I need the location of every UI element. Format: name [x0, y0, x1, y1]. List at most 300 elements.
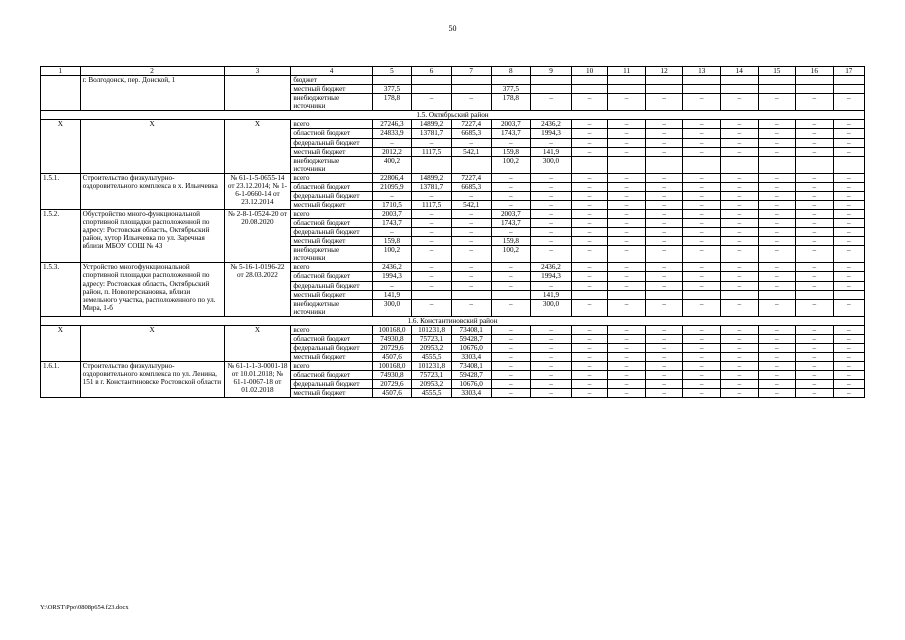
amount-cell: –: [491, 200, 531, 209]
amount-cell: –: [645, 138, 683, 147]
item-name: г. Волгодонск, пер. Донской, 1: [80, 76, 224, 111]
funding-source: областной бюджет: [291, 334, 372, 343]
column-number: 1: [41, 67, 81, 76]
amount-cell: –: [645, 281, 683, 290]
amount-cell: –: [796, 343, 834, 352]
amount-cell: 7227,4: [451, 120, 491, 129]
amount-cell: [645, 85, 683, 94]
amount-cell: –: [645, 129, 683, 138]
amount-cell: –: [758, 343, 796, 352]
amount-cell: 400,2: [372, 156, 412, 173]
amount-cell: –: [571, 228, 608, 237]
amount-cell: 20729,6: [372, 380, 412, 389]
amount-cell: –: [451, 237, 491, 246]
amount-cell: –: [833, 129, 864, 138]
amount-cell: [833, 76, 864, 85]
amount-cell: [683, 76, 721, 85]
amount-cell: 13781,7: [412, 129, 452, 138]
amount-cell: –: [571, 325, 608, 334]
amount-cell: –: [608, 353, 646, 362]
funding-source: областной бюджет: [291, 182, 372, 191]
column-number: 12: [645, 67, 683, 76]
amount-cell: [683, 156, 721, 173]
section-title: 1.6. Константиновский район: [41, 316, 865, 325]
funding-source: федеральный бюджет: [291, 343, 372, 352]
amount-cell: 4555,5: [412, 353, 452, 362]
amount-cell: –: [645, 343, 683, 352]
amount-cell: –: [796, 173, 834, 182]
amount-cell: –: [796, 334, 834, 343]
amount-cell: 13781,7: [412, 182, 452, 191]
amount-cell: –: [531, 325, 572, 334]
amount-cell: –: [683, 371, 721, 380]
amount-cell: –: [796, 120, 834, 129]
amount-cell: 141,9: [531, 147, 572, 156]
item-document: № 61-1-5-0655-14 от 23.12.2014; № 1-6-1-0660-14 от 23.12.2014: [224, 173, 291, 209]
amount-cell: 141,9: [531, 290, 572, 299]
amount-cell: [758, 156, 796, 173]
column-number: 9: [531, 67, 572, 76]
table-body: [41, 67, 865, 398]
amount-cell: –: [758, 380, 796, 389]
amount-cell: –: [796, 281, 834, 290]
amount-cell: 6685,3: [451, 129, 491, 138]
amount-cell: –: [833, 147, 864, 156]
amount-cell: –: [683, 263, 721, 272]
amount-cell: –: [833, 182, 864, 191]
amount-cell: –: [796, 371, 834, 380]
item-name: Х: [80, 120, 224, 173]
amount-cell: –: [571, 389, 608, 398]
amount-cell: –: [645, 182, 683, 191]
amount-cell: –: [645, 237, 683, 246]
funding-source: областной бюджет: [291, 219, 372, 228]
amount-cell: 101231,8: [412, 325, 452, 334]
amount-cell: 3303,4: [451, 389, 491, 398]
section-header-row: [41, 111, 865, 120]
amount-cell: –: [491, 138, 531, 147]
amount-cell: –: [571, 200, 608, 209]
amount-cell: –: [833, 94, 864, 111]
amount-cell: 100,2: [372, 246, 412, 263]
amount-cell: –: [796, 362, 834, 371]
amount-cell: 159,8: [491, 147, 531, 156]
amount-cell: –: [531, 173, 572, 182]
amount-cell: 27246,3: [372, 120, 412, 129]
amount-cell: –: [412, 281, 452, 290]
amount-cell: –: [720, 389, 758, 398]
amount-cell: –: [451, 138, 491, 147]
amount-cell: –: [608, 299, 646, 316]
amount-cell: [796, 156, 834, 173]
amount-cell: –: [608, 228, 646, 237]
amount-cell: –: [833, 389, 864, 398]
amount-cell: –: [796, 200, 834, 209]
amount-cell: –: [683, 246, 721, 263]
funding-source: федеральный бюджет: [291, 228, 372, 237]
amount-cell: –: [833, 138, 864, 147]
amount-cell: –: [608, 237, 646, 246]
amount-cell: –: [531, 343, 572, 352]
amount-cell: 59428,7: [451, 371, 491, 380]
amount-cell: –: [571, 380, 608, 389]
amount-cell: –: [720, 200, 758, 209]
amount-cell: 2436,2: [531, 120, 572, 129]
amount-cell: –: [645, 389, 683, 398]
funding-source: внебюджетные источники: [291, 246, 372, 263]
amount-cell: [491, 76, 531, 85]
item-number: Х: [41, 325, 81, 361]
amount-cell: –: [720, 147, 758, 156]
amount-cell: 300,0: [531, 156, 572, 173]
amount-cell: –: [451, 281, 491, 290]
footer-file-path: Y:\ORST\Ppo\0808p654.f23.docx: [40, 604, 129, 611]
amount-cell: –: [608, 281, 646, 290]
amount-cell: [758, 85, 796, 94]
amount-cell: 4555,5: [412, 389, 452, 398]
amount-cell: 100168,0: [372, 362, 412, 371]
amount-cell: 1117,5: [412, 200, 452, 209]
amount-cell: 20729,6: [372, 343, 412, 352]
amount-cell: [683, 85, 721, 94]
amount-cell: –: [531, 219, 572, 228]
amount-cell: [833, 156, 864, 173]
funding-source: всего: [291, 173, 372, 182]
amount-cell: –: [833, 219, 864, 228]
amount-cell: –: [571, 362, 608, 371]
amount-cell: –: [571, 94, 608, 111]
amount-cell: –: [571, 334, 608, 343]
amount-cell: –: [683, 228, 721, 237]
funding-source: всего: [291, 362, 372, 371]
amount-cell: –: [720, 343, 758, 352]
amount-cell: –: [833, 343, 864, 352]
amount-cell: –: [491, 281, 531, 290]
amount-cell: –: [796, 228, 834, 237]
amount-cell: –: [758, 371, 796, 380]
item-document: № 61-1-1-3-0001-18 от 10.01.2018; № 61-1-0067-18 от 01.02.2018: [224, 362, 291, 398]
amount-cell: –: [372, 191, 412, 200]
amount-cell: –: [720, 219, 758, 228]
amount-cell: 101231,8: [412, 362, 452, 371]
amount-cell: –: [491, 353, 531, 362]
amount-cell: 75723,1: [412, 334, 452, 343]
amount-cell: –: [531, 371, 572, 380]
amount-cell: 141,9: [372, 290, 412, 299]
amount-cell: –: [758, 147, 796, 156]
amount-cell: [412, 290, 452, 299]
amount-cell: –: [683, 299, 721, 316]
amount-cell: –: [758, 272, 796, 281]
amount-cell: [451, 76, 491, 85]
amount-cell: –: [412, 219, 452, 228]
amount-cell: –: [645, 263, 683, 272]
amount-cell: –: [571, 353, 608, 362]
amount-cell: [531, 76, 572, 85]
amount-cell: [451, 156, 491, 173]
amount-cell: –: [531, 228, 572, 237]
amount-cell: –: [796, 272, 834, 281]
amount-cell: –: [796, 325, 834, 334]
item-name: Х: [80, 325, 224, 361]
amount-cell: [608, 290, 646, 299]
amount-cell: 2436,2: [372, 263, 412, 272]
amount-cell: [758, 76, 796, 85]
amount-cell: –: [491, 389, 531, 398]
amount-cell: –: [531, 200, 572, 209]
item-name: Строительство физкультурно-оздоровительного комплекса в х. Ильичевка: [80, 173, 224, 209]
item-number: 1.5.3.: [41, 263, 81, 316]
column-number: 17: [833, 67, 864, 76]
amount-cell: 20953,2: [412, 343, 452, 352]
amount-cell: –: [451, 210, 491, 219]
table-row: [41, 210, 865, 219]
amount-cell: 75723,1: [412, 371, 452, 380]
amount-cell: –: [451, 272, 491, 281]
column-number: 7: [451, 67, 491, 76]
amount-cell: –: [833, 334, 864, 343]
funding-source: областной бюджет: [291, 129, 372, 138]
amount-cell: –: [571, 246, 608, 263]
amount-cell: –: [491, 334, 531, 343]
amount-cell: –: [683, 380, 721, 389]
column-number: 5: [372, 67, 412, 76]
amount-cell: –: [491, 362, 531, 371]
amount-cell: –: [683, 334, 721, 343]
amount-cell: –: [796, 138, 834, 147]
amount-cell: –: [412, 191, 452, 200]
amount-cell: 73408,1: [451, 362, 491, 371]
amount-cell: –: [645, 120, 683, 129]
amount-cell: –: [608, 263, 646, 272]
amount-cell: –: [683, 219, 721, 228]
amount-cell: 21095,9: [372, 182, 412, 191]
amount-cell: 20953,2: [412, 380, 452, 389]
amount-cell: 24833,9: [372, 129, 412, 138]
funding-source: местный бюджет: [291, 237, 372, 246]
amount-cell: –: [720, 237, 758, 246]
column-number: 3: [224, 67, 291, 76]
amount-cell: 1743,7: [491, 129, 531, 138]
amount-cell: –: [796, 237, 834, 246]
amount-cell: –: [491, 182, 531, 191]
amount-cell: –: [720, 353, 758, 362]
amount-cell: [720, 156, 758, 173]
amount-cell: –: [531, 353, 572, 362]
amount-cell: –: [571, 138, 608, 147]
amount-cell: 73408,1: [451, 325, 491, 334]
funding-source: федеральный бюджет: [291, 281, 372, 290]
amount-cell: [571, 85, 608, 94]
item-number: 1.5.2.: [41, 210, 81, 263]
amount-cell: –: [796, 210, 834, 219]
amount-cell: –: [758, 237, 796, 246]
funding-source: местный бюджет: [291, 200, 372, 209]
item-number: [41, 76, 81, 111]
funding-source: внебюджетные источники: [291, 94, 372, 111]
amount-cell: –: [608, 362, 646, 371]
funding-source: местный бюджет: [291, 85, 372, 94]
table-row: [41, 76, 865, 85]
amount-cell: –: [571, 219, 608, 228]
amount-cell: –: [451, 219, 491, 228]
amount-cell: [608, 76, 646, 85]
amount-cell: –: [645, 200, 683, 209]
amount-cell: –: [608, 371, 646, 380]
amount-cell: –: [531, 334, 572, 343]
amount-cell: –: [833, 173, 864, 182]
amount-cell: –: [683, 362, 721, 371]
item-number: 1.6.1.: [41, 362, 81, 398]
amount-cell: –: [720, 281, 758, 290]
amount-cell: –: [758, 173, 796, 182]
amount-cell: –: [758, 138, 796, 147]
amount-cell: [645, 156, 683, 173]
amount-cell: –: [491, 228, 531, 237]
amount-cell: [683, 290, 721, 299]
amount-cell: –: [608, 94, 646, 111]
item-name: Обустройство много-функциональной спортивной площадки расположенной по адресу: Ростовская область, Октябрьский район, хутор Ильичевка по ул. Заречная вблизи МБОУ СОШ № 43: [80, 210, 224, 263]
amount-cell: –: [491, 380, 531, 389]
amount-cell: –: [833, 299, 864, 316]
amount-cell: –: [531, 237, 572, 246]
amount-cell: 10676,0: [451, 380, 491, 389]
funding-source: местный бюджет: [291, 353, 372, 362]
amount-cell: –: [758, 191, 796, 200]
amount-cell: –: [796, 219, 834, 228]
amount-cell: –: [451, 263, 491, 272]
amount-cell: [412, 76, 452, 85]
amount-cell: –: [758, 325, 796, 334]
column-number: 15: [758, 67, 796, 76]
amount-cell: 159,8: [491, 237, 531, 246]
amount-cell: 7227,4: [451, 173, 491, 182]
amount-cell: –: [796, 246, 834, 263]
amount-cell: –: [451, 191, 491, 200]
amount-cell: –: [531, 94, 572, 111]
amount-cell: –: [608, 272, 646, 281]
amount-cell: –: [683, 343, 721, 352]
amount-cell: –: [645, 272, 683, 281]
amount-cell: –: [720, 129, 758, 138]
funding-source: всего: [291, 210, 372, 219]
column-number: 16: [796, 67, 834, 76]
item-name: Устройство многофункциональной спортивной площадки расположенной по адресу: Ростовская область, Октябрьский район, п. Новоперсиановка, вблизи земельного участка, расположенного по ул. Мира, 1-б: [80, 263, 224, 316]
amount-cell: 59428,7: [451, 334, 491, 343]
amount-cell: 1994,3: [531, 272, 572, 281]
amount-cell: –: [491, 272, 531, 281]
amount-cell: –: [683, 191, 721, 200]
amount-cell: [645, 290, 683, 299]
amount-cell: –: [645, 334, 683, 343]
amount-cell: –: [531, 210, 572, 219]
funding-source: всего: [291, 120, 372, 129]
amount-cell: –: [608, 210, 646, 219]
amount-cell: [412, 156, 452, 173]
amount-cell: –: [683, 120, 721, 129]
amount-cell: –: [683, 173, 721, 182]
amount-cell: –: [451, 94, 491, 111]
amount-cell: –: [720, 362, 758, 371]
amount-cell: –: [372, 228, 412, 237]
amount-cell: –: [796, 182, 834, 191]
amount-cell: –: [372, 281, 412, 290]
amount-cell: –: [683, 389, 721, 398]
amount-cell: –: [833, 380, 864, 389]
amount-cell: –: [720, 299, 758, 316]
column-number: 2: [80, 67, 224, 76]
amount-cell: –: [758, 263, 796, 272]
amount-cell: –: [758, 219, 796, 228]
amount-cell: –: [683, 272, 721, 281]
amount-cell: –: [571, 129, 608, 138]
amount-cell: –: [796, 147, 834, 156]
funding-source: областной бюджет: [291, 272, 372, 281]
amount-cell: –: [571, 173, 608, 182]
amount-cell: 2003,7: [491, 210, 531, 219]
amount-cell: –: [608, 200, 646, 209]
item-name: Строительство физкультурно-оздоровительного комплекса по ул. Ленина, 151 в г. Константиновске Ростовской области: [80, 362, 224, 398]
amount-cell: [491, 290, 531, 299]
amount-cell: –: [608, 325, 646, 334]
amount-cell: –: [571, 343, 608, 352]
amount-cell: –: [608, 120, 646, 129]
amount-cell: 100168,0: [372, 325, 412, 334]
amount-cell: –: [683, 281, 721, 290]
funding-source: всего: [291, 325, 372, 334]
amount-cell: 178,8: [491, 94, 531, 111]
amount-cell: –: [758, 353, 796, 362]
amount-cell: –: [796, 353, 834, 362]
amount-cell: –: [571, 371, 608, 380]
amount-cell: –: [645, 191, 683, 200]
amount-cell: –: [608, 191, 646, 200]
amount-cell: –: [645, 147, 683, 156]
amount-cell: –: [491, 371, 531, 380]
amount-cell: –: [608, 173, 646, 182]
amount-cell: –: [758, 299, 796, 316]
amount-cell: –: [683, 129, 721, 138]
amount-cell: –: [833, 362, 864, 371]
column-number: 10: [571, 67, 608, 76]
amount-cell: 2012,2: [372, 147, 412, 156]
amount-cell: –: [796, 389, 834, 398]
amount-cell: 1743,7: [491, 219, 531, 228]
amount-cell: [571, 156, 608, 173]
amount-cell: 100,2: [491, 156, 531, 173]
amount-cell: –: [412, 210, 452, 219]
amount-cell: 300,0: [531, 299, 572, 316]
amount-cell: –: [720, 173, 758, 182]
amount-cell: –: [451, 246, 491, 263]
amount-cell: –: [571, 281, 608, 290]
amount-cell: 178,8: [372, 94, 412, 111]
column-number: 4: [291, 67, 372, 76]
amount-cell: [720, 290, 758, 299]
budget-table: [40, 66, 865, 398]
amount-cell: 2003,7: [372, 210, 412, 219]
table-row: [41, 263, 865, 272]
amount-cell: –: [683, 182, 721, 191]
amount-cell: 300,0: [372, 299, 412, 316]
amount-cell: [571, 76, 608, 85]
page-number: 50: [448, 24, 457, 33]
amount-cell: –: [571, 120, 608, 129]
amount-cell: –: [796, 380, 834, 389]
amount-cell: –: [833, 191, 864, 200]
amount-cell: [833, 290, 864, 299]
amount-cell: –: [608, 343, 646, 352]
